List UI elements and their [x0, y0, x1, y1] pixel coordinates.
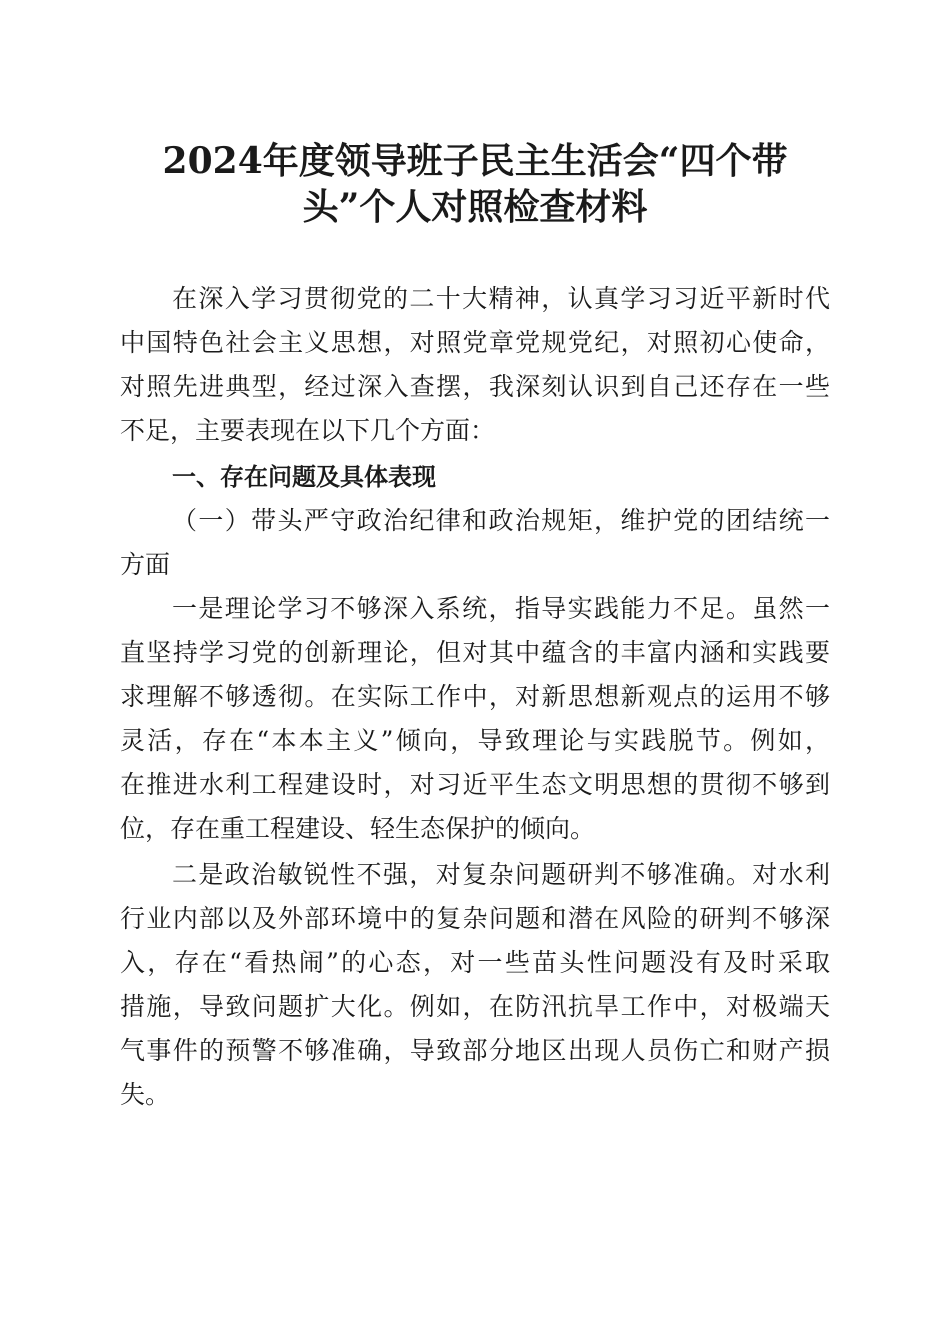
point2-line-6: 失。 [120, 1080, 171, 1109]
document-title-line-1: 2024年度领导班子民主生活会“四个带 [162, 140, 788, 182]
document-title-line-2: 头”个人对照检查材料 [302, 186, 648, 228]
point2-line-2: 行业内部以及外部环境中的复杂问题和潜在风险的研判不够深 [120, 904, 830, 933]
intro-line-3: 对照先进典型，经过深入查摆，我深刻认识到自己还存在一些 [120, 372, 830, 401]
point1-line-5: 在推进水利工程建设时，对习近平生态文明思想的贯彻不够到 [120, 770, 830, 799]
point1-line-6: 位，存在重工程建设、轻生态保护的倾向。 [120, 814, 596, 843]
point2-line-1: 二是政治敏锐性不强，对复杂问题研判不够准确。对水利 [172, 860, 830, 889]
subsection-heading-line-2: 方面 [120, 550, 171, 579]
intro-line-2: 中国特色社会主义思想，对照党章党规党纪，对照初心使命， [120, 328, 830, 357]
point1-line-3: 求理解不够透彻。在实际工作中，对新思想新观点的运用不够 [120, 682, 830, 711]
point2-line-3: 入，存在“看热闹”的心态，对一些苗头性问题没有及时采取 [120, 948, 830, 977]
point1-line-4: 灵活，存在“本本主义”倾向，导致理论与实践脱节。例如， [120, 726, 830, 755]
point2-line-5: 气事件的预警不够准确，导致部分地区出现人员伤亡和财产损 [120, 1036, 830, 1065]
point1-line-2: 直坚持学习党的创新理论，但对其中蕴含的丰富内涵和实践要 [120, 638, 830, 667]
section-heading: 一、存在问题及具体表现 [172, 463, 436, 491]
intro-line-1: 在深入学习贯彻党的二十大精神，认真学习习近平新时代 [172, 284, 830, 313]
subsection-heading-line-1: （一）带头严守政治纪律和政治规矩，维护党的团结统一 [172, 506, 830, 535]
point1-line-1: 一是理论学习不够深入系统，指导实践能力不足。虽然一 [172, 594, 830, 623]
intro-line-4: 不足，主要表现在以下几个方面： [120, 416, 496, 445]
point2-line-4: 措施，导致问题扩大化。例如，在防汛抗旱工作中，对极端天 [120, 992, 830, 1021]
